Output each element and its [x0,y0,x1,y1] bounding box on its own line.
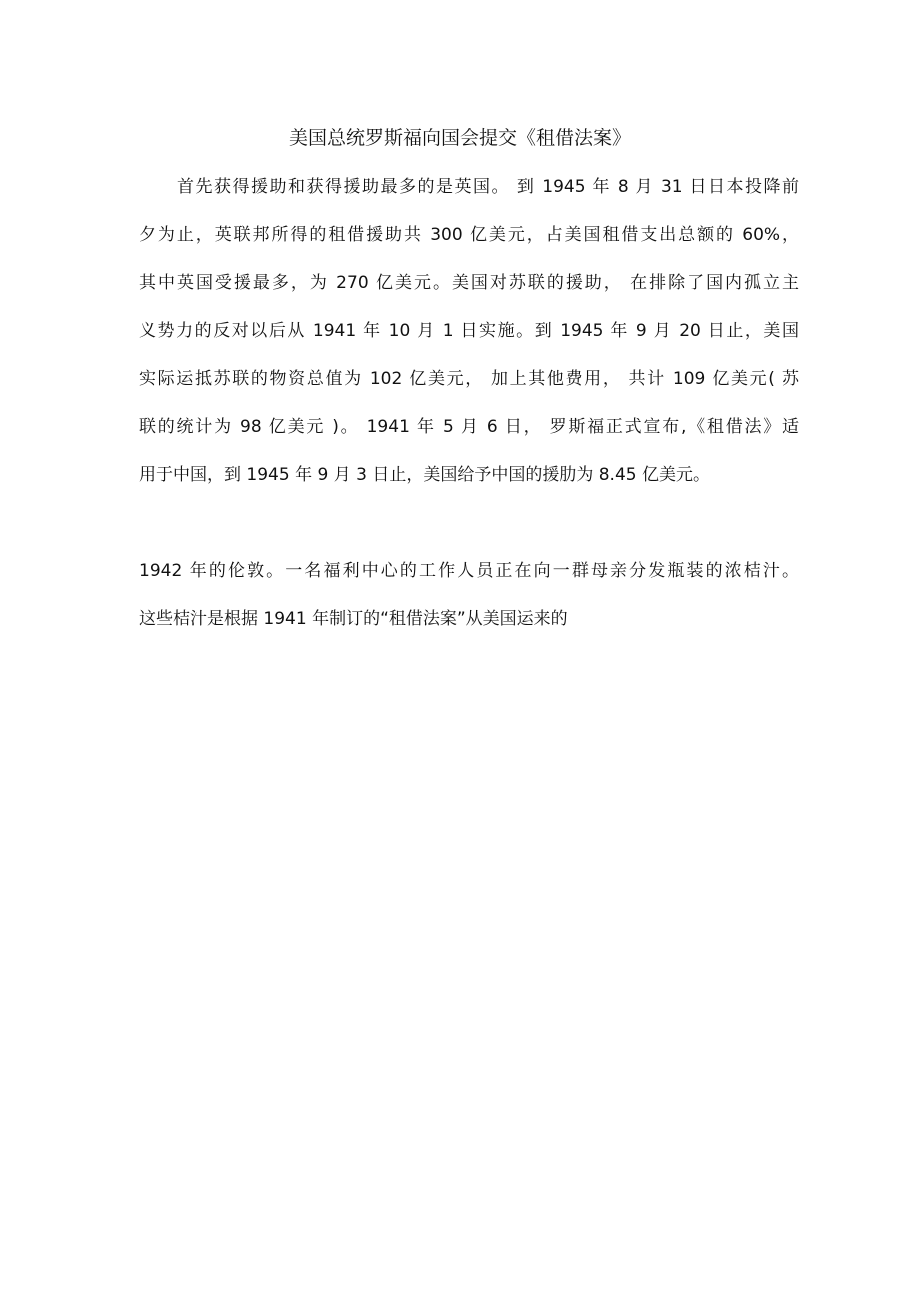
page-title: 美国总统罗斯福向国会提交《租借法案》 [288,127,631,149]
paragraph-line: 1942 年的伦敦。一名福利中心的工作人员正在向一群母亲分发瓶装的浓桔汁。 [139,561,799,581]
paragraph-line: 实际运抵苏联的物资总值为 102 亿美元， 加上其他费用， 共计 109 亿美元( 苏 [139,369,799,389]
paragraph-line: 夕为止，英联邦所得的租借援助共 300 亿美元，占美国租借支出总额的 60%， [139,225,799,245]
paragraph-line: 义势力的反对以后从 1941 年 10 月 1 日实施。到 1945 年 9 月 20 日止，美国 [139,321,799,341]
paragraph-line: 联的统计为 98 亿美元 )。 1941 年 5 月 6 日， 罗斯福正式宣布,《租借法》适 [139,417,799,437]
paragraph-line: 其中英国受援最多，为 270 亿美元。美国对苏联的援助， 在排除了国内孤立主 [139,273,799,293]
paragraph-line: 首先获得援助和获得援助最多的是英国。 到 1945 年 8 月 31 日日本投降前 [177,177,799,197]
paragraph-line: 这些桔汁是根据 1941 年制订的“租借法案”从美国运来的 [139,609,568,629]
paragraph-line: 用于中国，到 1945 年 9 月 3 日止，美国给予中国的援肋为 8.45 亿美元。 [139,465,710,485]
